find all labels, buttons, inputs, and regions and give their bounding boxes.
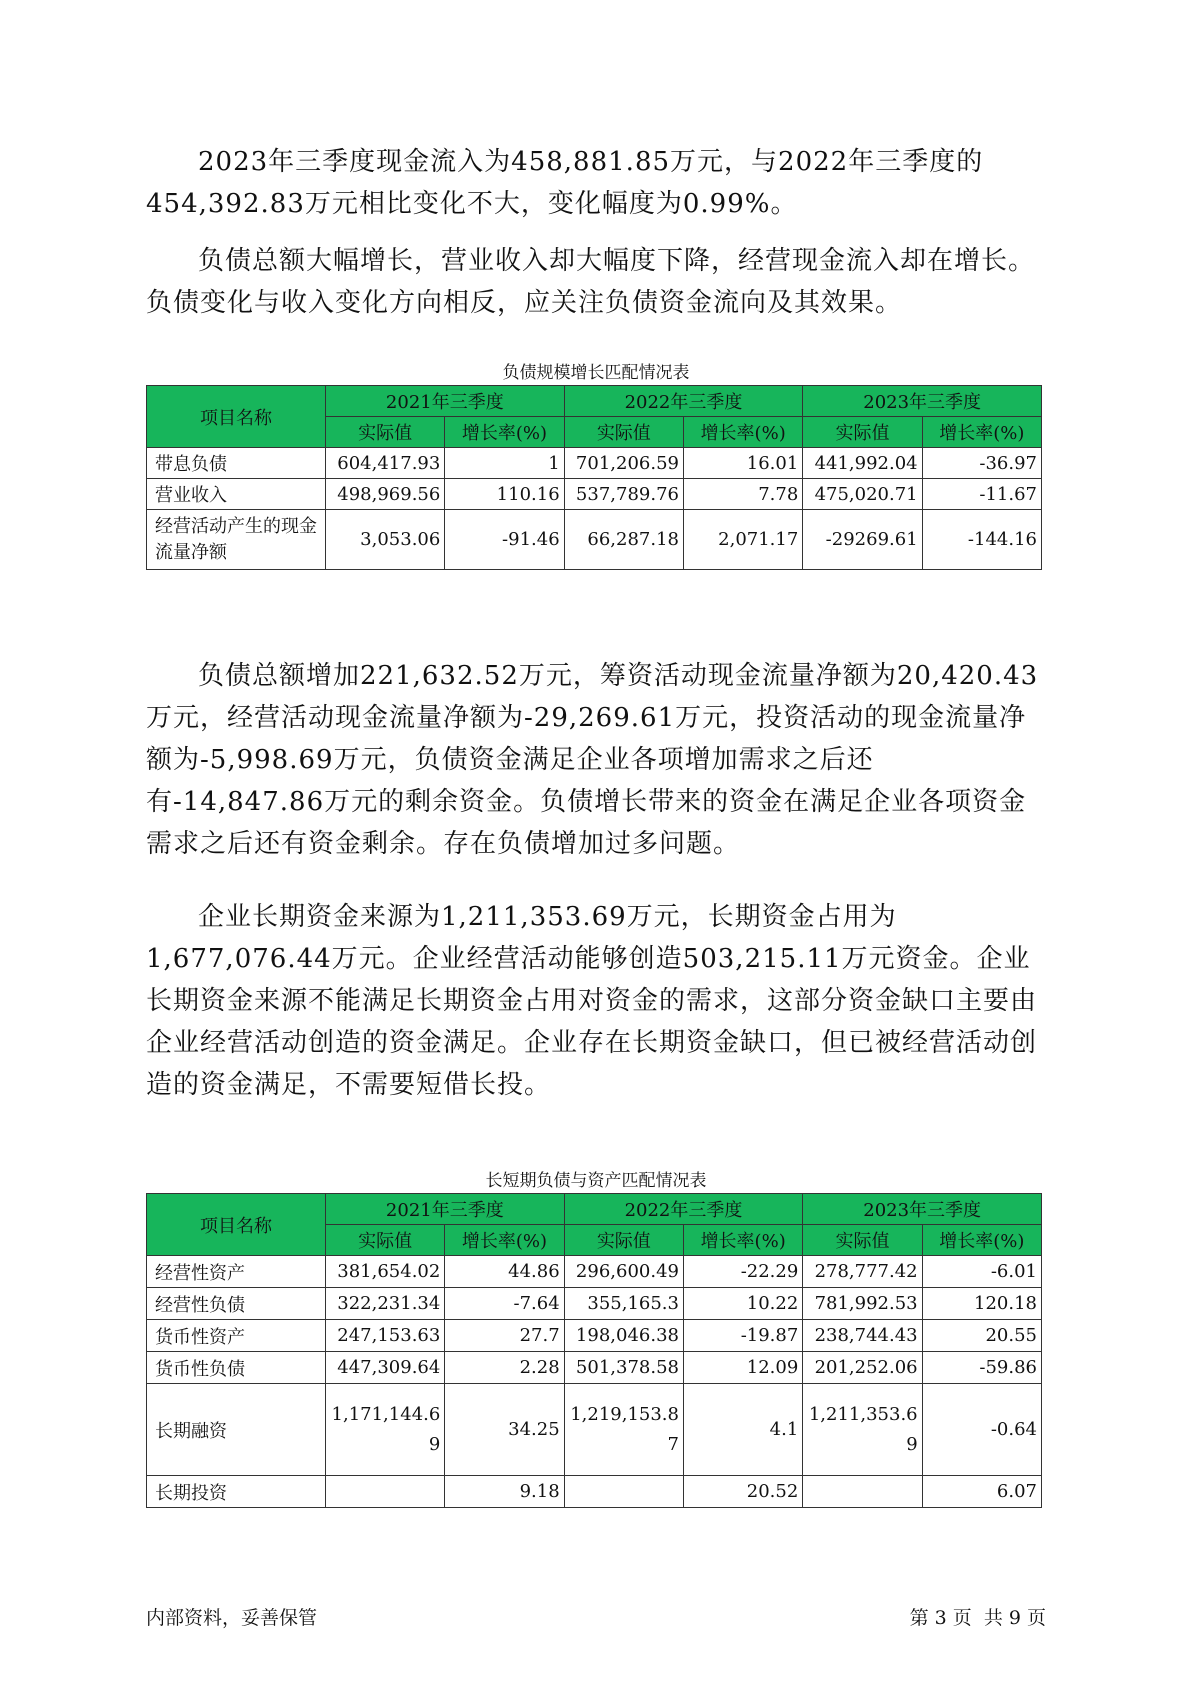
header-period: 2023年三季度 [803,1194,1042,1225]
cell-value: 34.25 [445,1384,564,1476]
paragraph-debt-growth: 负债总额大幅增长，营业收入却大幅度下降，经营现金流入却在增长。负债变化与收入变化方向相反，应关注负债资金流向及其效果。 [146,246,1036,318]
cell-value: 6.07 [922,1476,1041,1508]
cell-value: 7.78 [683,479,802,510]
header-item-name: 项目名称 [147,1194,326,1256]
cell-value: -91.46 [445,510,564,570]
cell-value: 781,992.53 [803,1288,922,1320]
footer-page-number: 第 3 页 共 9 页 [909,1607,1046,1629]
header-actual: 实际值 [326,417,445,448]
row-label: 货币性负债 [147,1352,326,1384]
row-label: 经营性资产 [147,1256,326,1288]
cell-value: 2,071.17 [683,510,802,570]
header-growth: 增长率(%) [922,417,1041,448]
header-growth: 增长率(%) [922,1225,1041,1256]
cell-value: 27.7 [445,1320,564,1352]
cell-value: 1 [445,448,564,479]
cell-value: -0.64 [922,1384,1041,1476]
cell-value: 16.01 [683,448,802,479]
table-row [147,1352,1042,1384]
cell-value: 322,231.34 [326,1288,445,1320]
cell-value: 20.55 [922,1320,1041,1352]
paragraph-debt-funds: 负债总额增加221,632.52万元，筹资活动现金流量净额为20,420.43万元，经营活动现金流量净额为-29,269.61万元，投资活动的现金流量净额为-5,998.69万元，负债资金满足企业各项增加需求之后还有-14,847.86万元的剩余资金。负债增长带来的资金在满足企业各项资金需求之后还有资金剩余。存在负债增加过多问题。 [146,661,1039,859]
table-row [147,1384,1042,1476]
table-row [147,479,1042,510]
header-period: 2021年三季度 [326,1194,565,1225]
header-actual: 实际值 [564,1225,683,1256]
cell-value: -7.64 [445,1288,564,1320]
table-row [147,448,1042,479]
debt-growth-table [146,385,1042,570]
cell-value: 2.28 [445,1352,564,1384]
table-row [147,1256,1042,1288]
cell-value: -11.67 [922,479,1041,510]
header-actual: 实际值 [803,1225,922,1256]
table-row [147,1476,1042,1508]
row-label: 营业收入 [147,479,326,510]
cell-value [564,1476,683,1508]
header-period: 2021年三季度 [326,386,565,417]
table-row [147,1288,1042,1320]
cell-value: 10.22 [683,1288,802,1320]
footer-confidential-note: 内部资料，妥善保管 [146,1607,318,1629]
table2-caption: 长短期负债与资产匹配情况表 [485,1171,707,1191]
row-label: 经营活动产生的现金流量净额 [147,510,326,570]
row-label: 经营性负债 [147,1288,326,1320]
paragraph-long-term-funds: 企业长期资金来源为1,211,353.69万元，长期资金占用为1,677,076.44万元。企业经营活动能够创造503,215.11万元资金。企业长期资金来源不能满足长期资金占用对资金的需求，这部分资金缺口主要由企业经营活动创造的资金满足。企业存在长期资金缺口，但已被经营活动创造的资金满足，不需要短借长投。 [146,902,1038,1100]
asset-liability-table [146,1193,1042,1508]
cell-value: 701,206.59 [564,448,683,479]
cell-value [803,1476,922,1508]
row-label: 带息负债 [147,448,326,479]
header-growth: 增长率(%) [683,417,802,448]
cell-value: 1,211,353.69 [803,1384,922,1476]
cell-value: -19.87 [683,1320,802,1352]
header-actual: 实际值 [803,417,922,448]
cell-value: 20.52 [683,1476,802,1508]
header-growth: 增长率(%) [445,1225,564,1256]
header-actual: 实际值 [564,417,683,448]
cell-value: 12.09 [683,1352,802,1384]
cell-value: 238,744.43 [803,1320,922,1352]
cell-value: -36.97 [922,448,1041,479]
cell-value: 66,287.18 [564,510,683,570]
cell-value: 198,046.38 [564,1320,683,1352]
header-growth: 增长率(%) [683,1225,802,1256]
cell-value: 278,777.42 [803,1256,922,1288]
header-item-name: 项目名称 [147,386,326,448]
cell-value: 4.1 [683,1384,802,1476]
cell-value: 296,600.49 [564,1256,683,1288]
cell-value: 9.18 [445,1476,564,1508]
cell-value: -6.01 [922,1256,1041,1288]
cell-value: 247,153.63 [326,1320,445,1352]
header-period: 2022年三季度 [564,1194,803,1225]
cell-value: -144.16 [922,510,1041,570]
header-growth: 增长率(%) [445,417,564,448]
row-label: 长期融资 [147,1384,326,1476]
header-period: 2022年三季度 [564,386,803,417]
cell-value: -59.86 [922,1352,1041,1384]
cell-value: 1,171,144.69 [326,1384,445,1476]
table-row [147,1320,1042,1352]
cell-value: 44.86 [445,1256,564,1288]
cell-value: 110.16 [445,479,564,510]
cell-value: 355,165.3 [564,1288,683,1320]
cell-value: 501,378.58 [564,1352,683,1384]
cell-value: 381,654.02 [326,1256,445,1288]
cell-value: 120.18 [922,1288,1041,1320]
paragraph-cash-inflow: 2023年三季度现金流入为458,881.85万元，与2022年三季度的454,392.83万元相比变化不大，变化幅度为0.99%。 [146,147,984,219]
cell-value: -22.29 [683,1256,802,1288]
row-label: 长期投资 [147,1476,326,1508]
cell-value: 447,309.64 [326,1352,445,1384]
cell-value: 537,789.76 [564,479,683,510]
cell-value: 201,252.06 [803,1352,922,1384]
cell-value: -29269.61 [803,510,922,570]
table-row [147,510,1042,570]
cell-value: 498,969.56 [326,479,445,510]
cell-value: 441,992.04 [803,448,922,479]
header-period: 2023年三季度 [803,386,1042,417]
table-header-row [147,1194,1042,1225]
header-actual: 实际值 [326,1225,445,1256]
cell-value: 475,020.71 [803,479,922,510]
table-header-row [147,386,1042,417]
row-label: 货币性资产 [147,1320,326,1352]
cell-value: 1,219,153.87 [564,1384,683,1476]
cell-value [326,1476,445,1508]
cell-value: 3,053.06 [326,510,445,570]
cell-value: 604,417.93 [326,448,445,479]
table1-caption: 负债规模增长匹配情况表 [502,363,690,383]
